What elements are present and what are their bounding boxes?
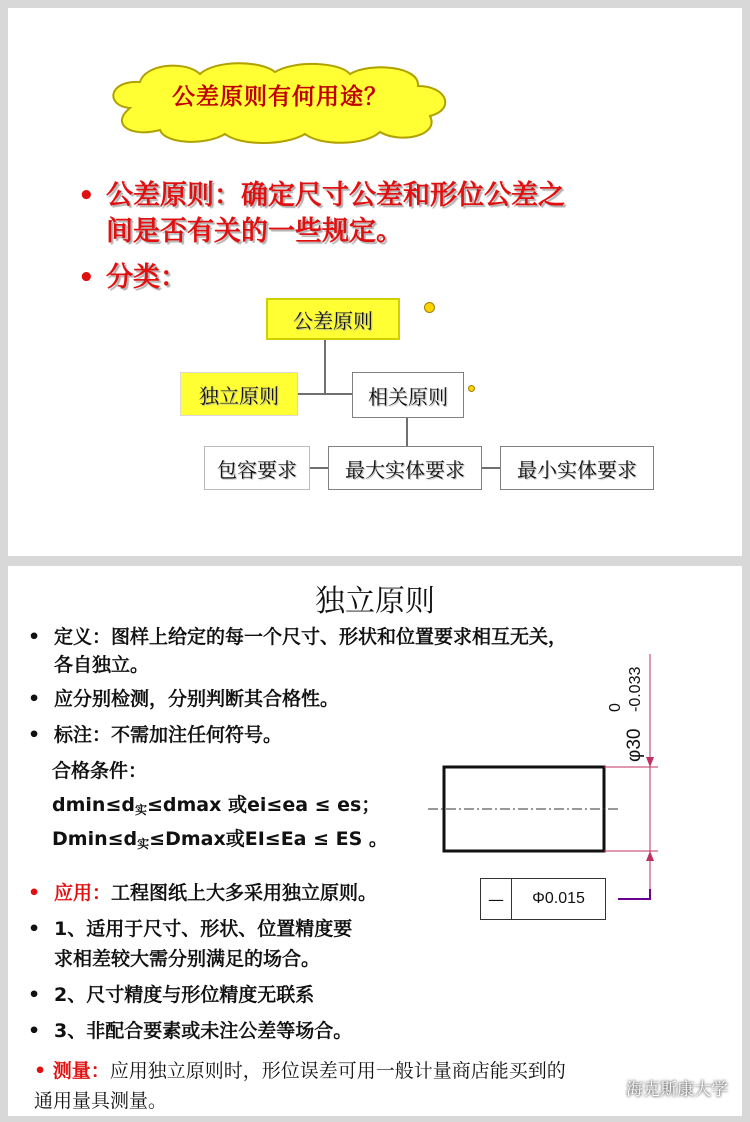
tree-lmc-box: 最小实体要求 (500, 446, 654, 490)
tree-mmc-box: 最大实体要求 (328, 446, 482, 490)
tolerance-drawing (418, 654, 678, 914)
connector (310, 467, 330, 469)
cond-text: ≤dmax 或ei≤ea ≤ es； (146, 794, 381, 816)
app-item-1-line-2: 求相差较大需分别满足的场合。 (54, 948, 321, 970)
measure-label: 测量： (52, 1060, 110, 1082)
application-text: 工程图纸上大多采用独立原则。 (111, 882, 378, 904)
slide-1 (8, 8, 742, 556)
connector (298, 393, 353, 395)
bullet-1-line-2: 间是否有关的一些规定。 (106, 216, 403, 247)
item-line: 2、尺寸精度与形位精度无联系 (54, 984, 315, 1006)
dimension-text-group (607, 667, 645, 762)
bullet-2-text: 分类： (106, 262, 187, 293)
bullet-dot: • (28, 918, 41, 940)
cond-subscript: 实 (137, 837, 150, 851)
condition-shaft (52, 792, 380, 823)
bullet-dot: • (34, 1060, 53, 1082)
tolerance-value: Φ0.015 (532, 890, 585, 907)
bullet-dot: • (28, 724, 41, 746)
item-line: 应分别检测，分别判断其合格性。 (54, 688, 340, 710)
item-line: 定义：图样上给定的每一个尺寸、形状和位置要求相互无关， (54, 626, 568, 648)
bullet-dot: • (78, 263, 95, 293)
cond-text: Dmin≤d (52, 828, 138, 850)
bullet-dot: • (28, 688, 41, 710)
arrow-head (646, 757, 654, 767)
app-item-1 (28, 916, 352, 942)
application-label: 应用： (54, 882, 112, 904)
item-definition (28, 624, 567, 650)
tree-related-box: 相关原则 (352, 372, 464, 418)
dimension-value: φ30 (624, 728, 645, 762)
bullet-1-line-1: 公差原则：确定尺寸公差和形位公差之 (106, 180, 565, 211)
measure-line-2: 通用量具测量。 (34, 1090, 168, 1112)
lower-deviation: -0.033 (627, 666, 644, 712)
connector (324, 340, 326, 394)
cond-text: dmin≤d (52, 794, 135, 816)
bullet-dot: • (28, 1020, 41, 1042)
item-measure (34, 1058, 566, 1084)
bullet-dot: • (28, 626, 41, 648)
app-item-2 (28, 982, 314, 1008)
connector (406, 418, 408, 446)
slide-2 (8, 566, 742, 1116)
item-application (28, 880, 377, 906)
tolerance-frame (480, 878, 606, 920)
item-annotation (28, 722, 282, 748)
tree-envelope-box: 包容要求 (204, 446, 310, 490)
arrow-head (646, 851, 654, 861)
bullet-dot: • (78, 181, 95, 211)
item-line: 标注：不需加注任何符号。 (54, 724, 283, 746)
upper-deviation: 0 (607, 703, 624, 712)
decor-dot (424, 302, 435, 313)
condition-label: 合格条件： (52, 760, 148, 782)
slide-2-title: 独立原则 (315, 584, 435, 619)
straightness-symbol: — (481, 879, 512, 919)
tree-root-box: 公差原则 (266, 298, 400, 340)
decor-dot (468, 385, 475, 392)
cloud-title: 公差原则有何用途？ (172, 84, 388, 110)
bullet-dot: • (28, 882, 41, 904)
condition-hole (52, 826, 388, 857)
watermark: 海克斯康大学 (626, 1080, 728, 1100)
app-item-3 (28, 1018, 352, 1044)
cond-text: ≤Dmax或EI≤Ea ≤ ES 。 (149, 828, 388, 850)
item-definition-line-2: 各自独立。 (54, 654, 150, 676)
bullet-dot: • (28, 984, 41, 1006)
item-line: 1、适用于尺寸、形状、位置精度要 (54, 918, 353, 940)
connector (482, 467, 500, 469)
leader-line (618, 889, 650, 899)
item-line: 3、非配合要素或未注公差等场合。 (54, 1020, 353, 1042)
measure-text: 应用独立原则时，形位误差可用一般计量商店能买到的 (109, 1060, 566, 1082)
item-check (28, 686, 339, 712)
tree-independent-box: 独立原则 (180, 372, 298, 416)
cond-subscript: 实 (134, 803, 147, 817)
